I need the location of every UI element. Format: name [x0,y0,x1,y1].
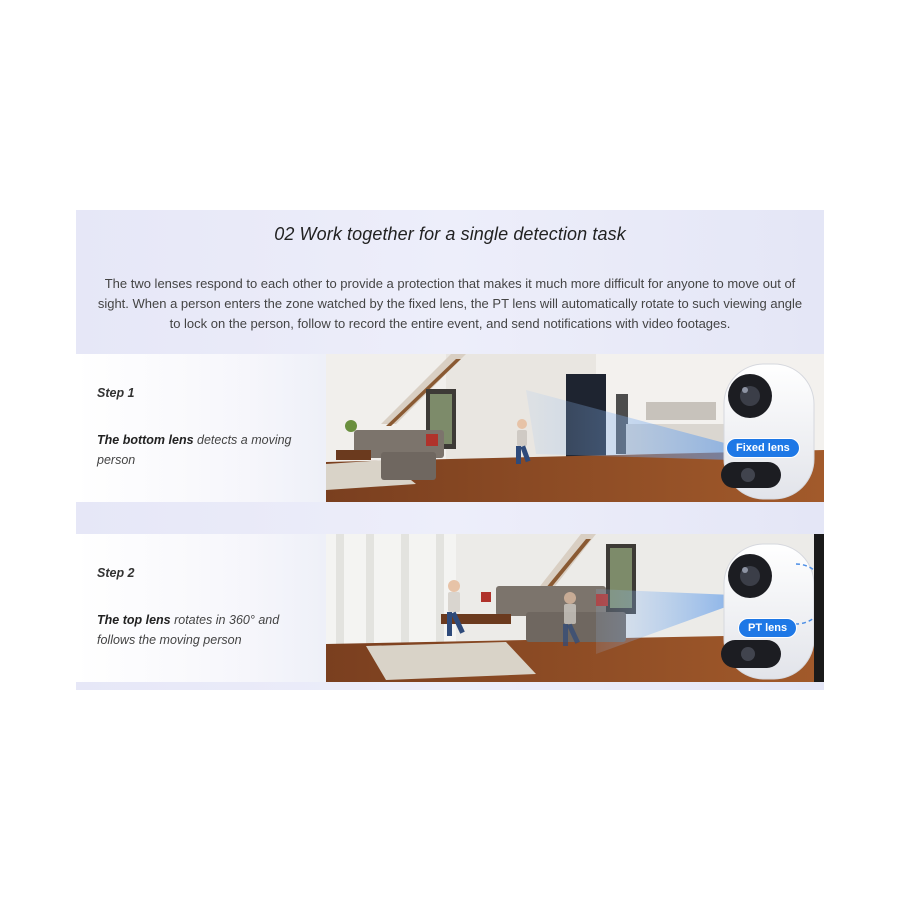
step-label: Step 1 [97,386,135,400]
step-caption [97,430,307,470]
pt-lens-badge: PT lens [738,618,797,638]
section-title: 02 Work together for a single detection task [274,224,626,244]
fixed-lens-badge: Fixed lens [726,438,800,458]
step-row-2 [76,534,824,682]
step-image-2 [326,534,824,682]
step-text-2 [76,534,326,682]
step-text-1 [76,354,326,502]
step-image-1 [326,354,824,502]
step-caption-bold: The bottom lens [97,433,194,447]
step-caption [97,610,307,650]
living-room-scene-2 [326,534,824,682]
step-label: Step 2 [97,566,135,580]
step-caption-rest: detects a moving person [97,433,292,467]
living-room-scene-1 [326,354,824,502]
section-description: The two lenses respond to each other to provide a protection that makes it much more difficult for anyone to move out of sight. When a person enters the zone watched by the fixed lens, the PT lens will automatically rotate to such viewing angle to lock on the person, follow to record the entire event, and send notifications with video footages. [97,276,803,331]
step-caption-bold: The top lens [97,613,171,627]
feature-panel [76,210,824,690]
step-caption-rest: rotates in 360° and follows the moving person [97,613,280,647]
step-row-1 [76,354,824,502]
